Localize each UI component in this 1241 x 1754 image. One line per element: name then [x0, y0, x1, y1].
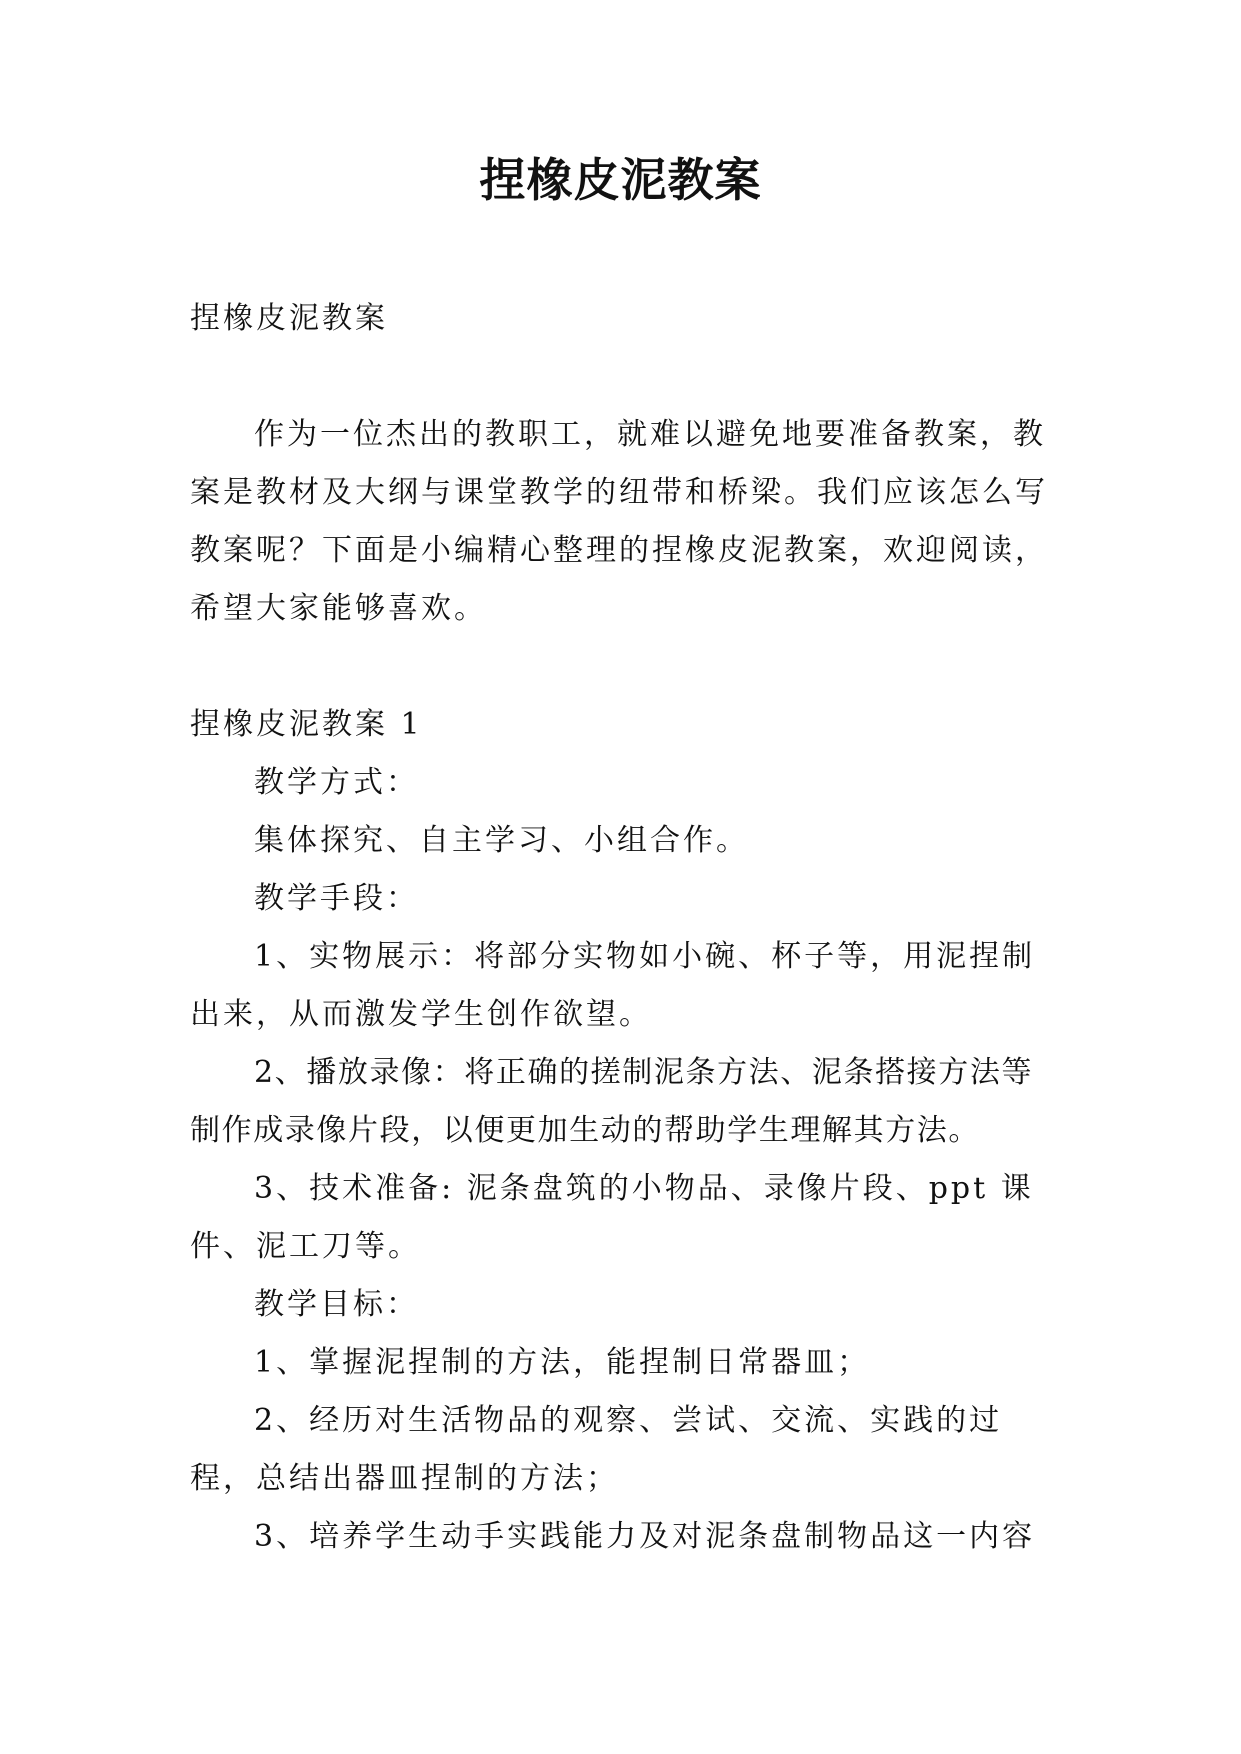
paragraph-teaching-method-label: 教学方式： — [254, 765, 419, 800]
paragraph-goal-3: 3、培养学生动手实践能力及对泥条盘制物品这一内容 — [254, 1519, 1036, 1554]
paragraph-means-3: 3、技术准备: 泥条盘筑的小物品、录像片段、ppt 课件、泥工刀等。 — [190, 1171, 1034, 1264]
paragraph-goals-label: 教学目标： — [254, 1287, 419, 1322]
paragraph-teaching-means-label: 教学手段： — [254, 881, 419, 916]
paragraph-means-2: 2、播放录像：将正确的搓制泥条方法、泥条搭接方法等制作成录像片段，以便更加生动的帮助学生理解其方法。 — [190, 1055, 1034, 1148]
intro-paragraph: 作为一位杰出的教职工，就难以避免地要准备教案，教案是教材及大纲与课堂教学的纽带和桥梁。我们应该怎么写教案呢？下面是小编精心整理的捏橡皮泥教案，欢迎阅读，希望大家能够喜欢。 — [190, 417, 1048, 626]
paragraph-goal-1: 1、掌握泥捏制的方法，能捏制日常器皿； — [254, 1345, 871, 1380]
paragraph-means-1: 1、实物展示：将部分实物如小碗、杯子等，用泥捏制出来，从而激发学生创作欲望。 — [190, 939, 1036, 1032]
document-body — [190, 290, 1060, 1566]
subtitle: 捏橡皮泥教案 — [190, 301, 388, 336]
paragraph-goal-2: 2、经历对生活物品的观察、尝试、交流、实践的过程，总结出器皿捏制的方法； — [190, 1403, 1003, 1496]
section-heading: 捏橡皮泥教案 1 — [190, 707, 423, 742]
document-title: 捏橡皮泥教案 — [479, 153, 762, 207]
paragraph-teaching-method: 集体探究、自主学习、小组合作。 — [254, 823, 749, 858]
